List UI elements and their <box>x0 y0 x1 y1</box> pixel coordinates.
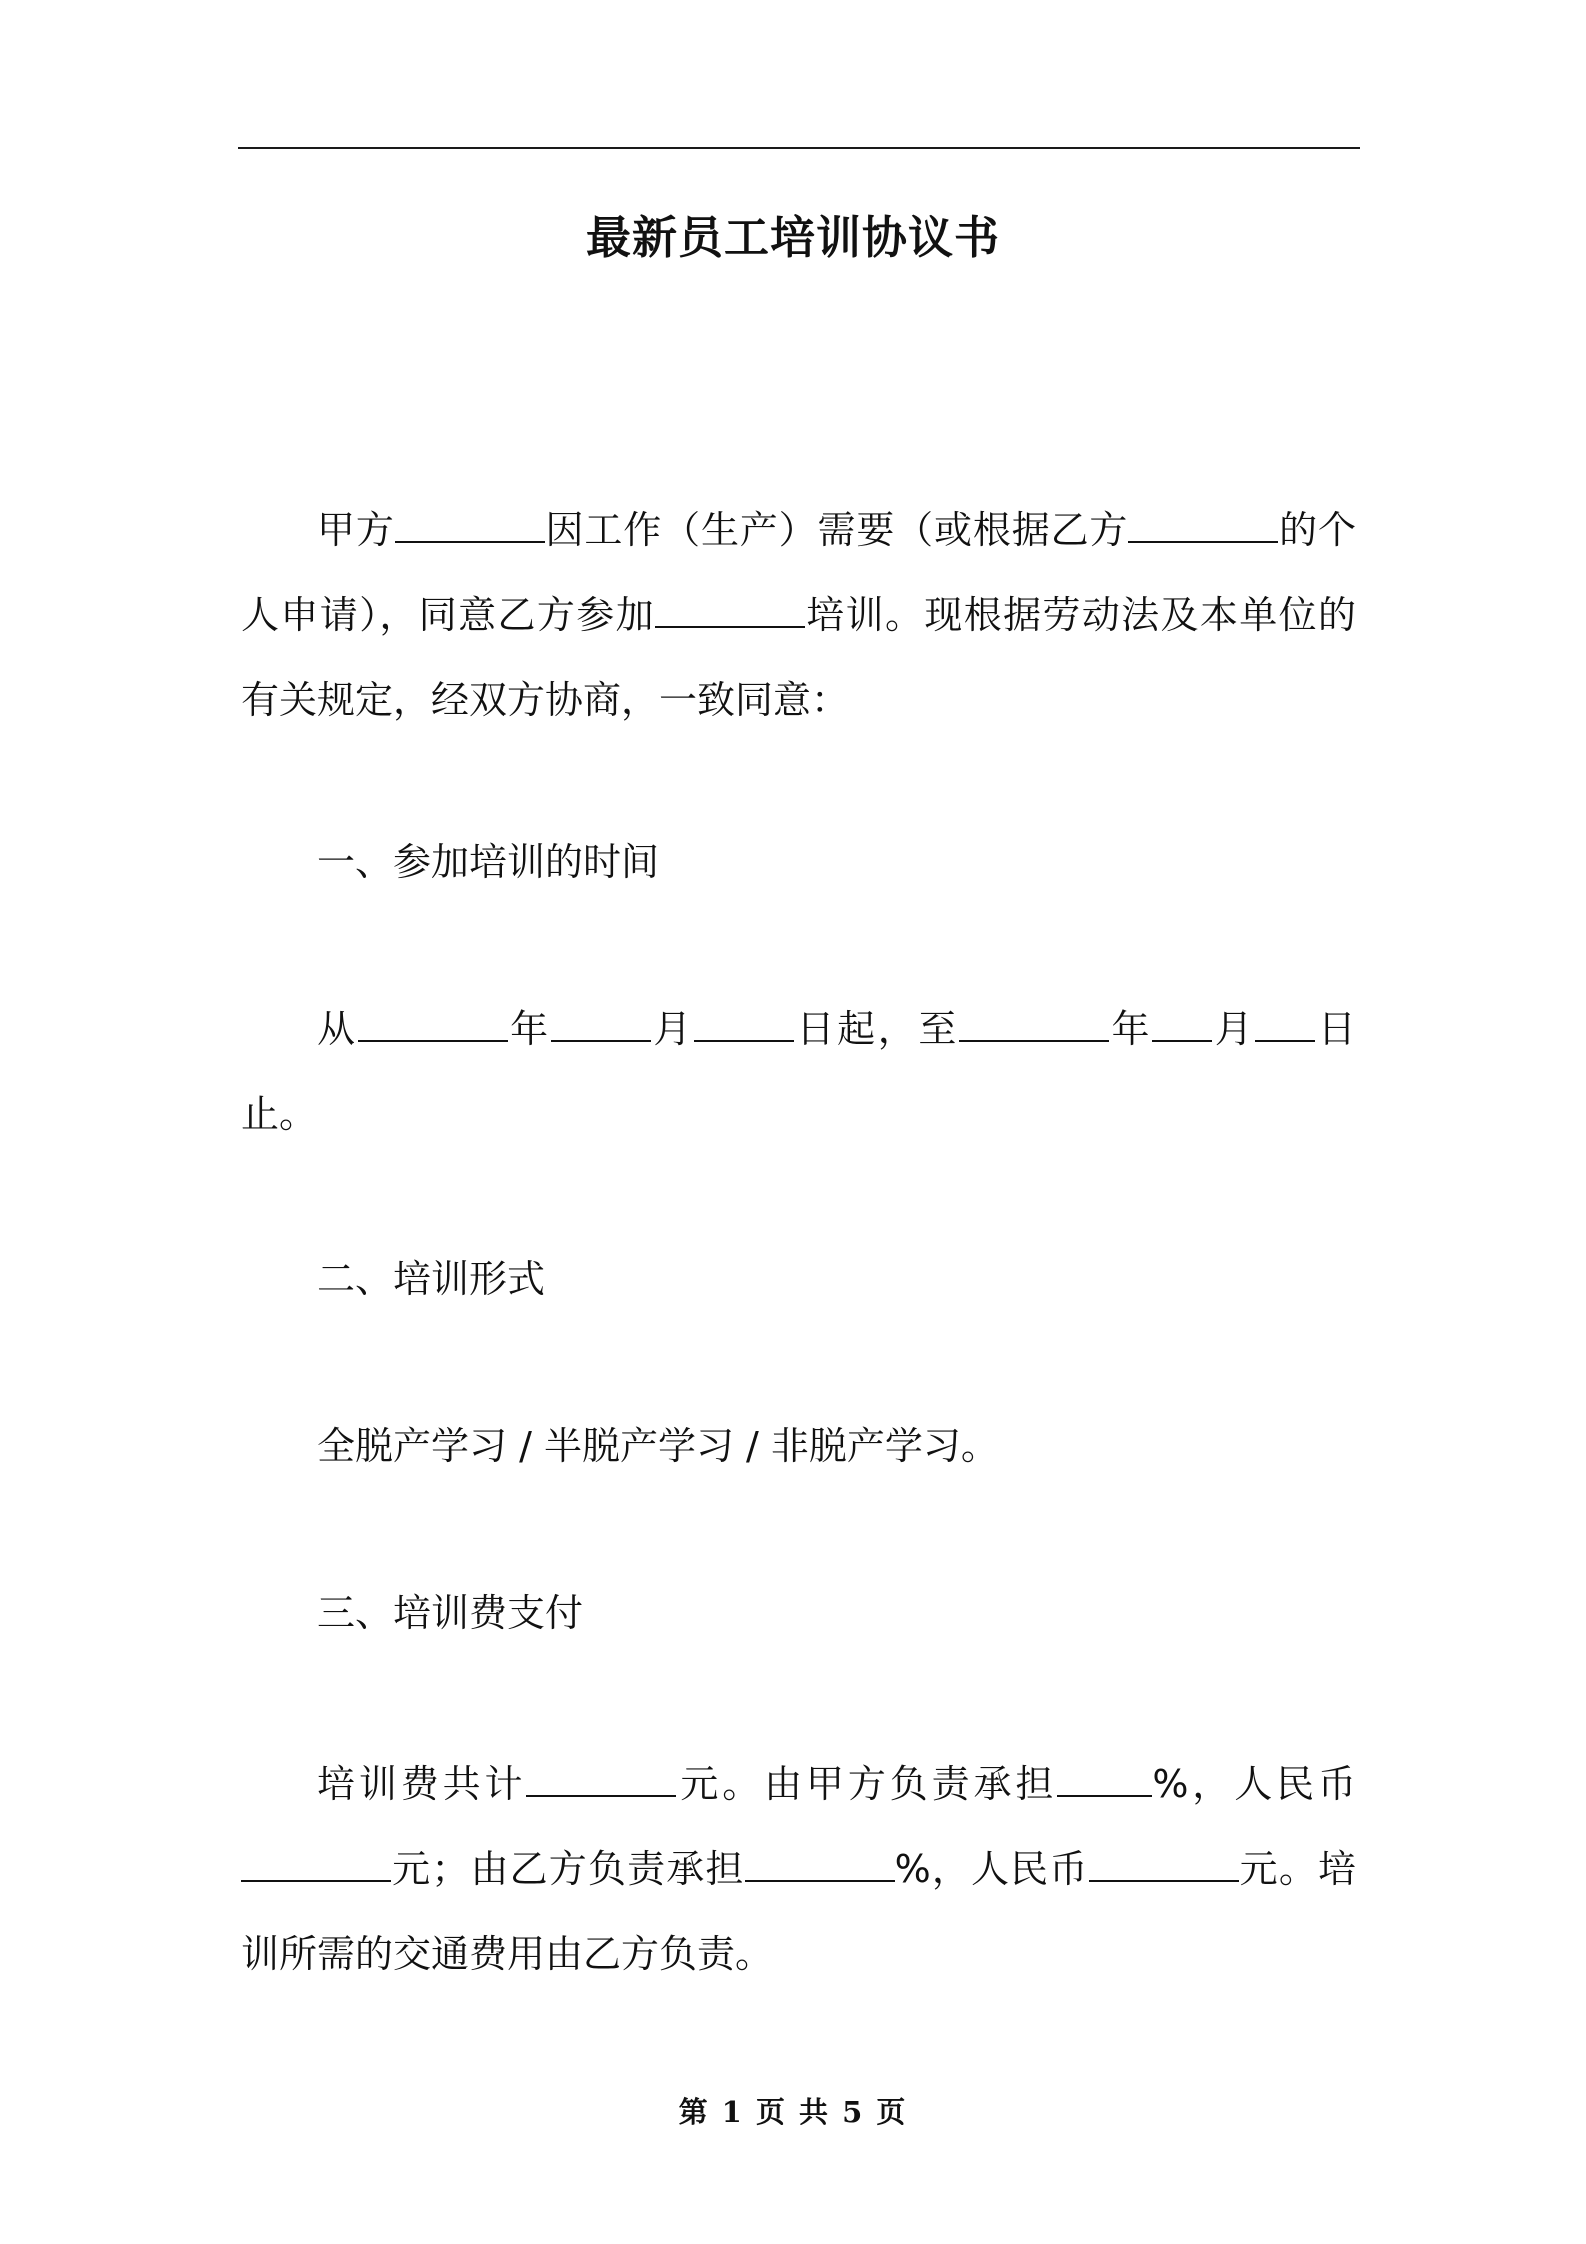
section1-heading: 一、参加培训的时间 <box>317 840 660 884</box>
intro-paragraph <box>241 488 1356 743</box>
section2-heading: 二、培训形式 <box>317 1257 546 1301</box>
section3-heading: 三、培训费支付 <box>317 1591 584 1635</box>
intro-text-4: 培训。现根据劳动法及本单位的有关规定，经双方协商，一致同意： <box>241 593 1356 722</box>
header-rule <box>238 147 1360 149</box>
party-a-amount-blank[interactable] <box>241 1846 391 1882</box>
section3-text-5: %，人民币 <box>894 1847 1089 1891</box>
section1-text-7: 日止。 <box>241 1007 1356 1136</box>
section1-text-3: 月 <box>650 1007 694 1051</box>
training-name-blank[interactable] <box>655 592 805 628</box>
section1-text-2: 年 <box>507 1007 551 1051</box>
section3-text-4: 元；由乙方负责承担 <box>391 1847 745 1891</box>
section1-text-5: 年 <box>1108 1007 1153 1051</box>
intro-text-2: 因工作（生产）需要（或根据乙方 <box>544 508 1129 552</box>
section1-text-4: 日起，至 <box>793 1007 959 1051</box>
end-day-blank[interactable] <box>1255 1006 1315 1042</box>
party-b-percent-blank[interactable] <box>745 1846 895 1882</box>
intro-text-3: 的个人申请），同意乙方参加 <box>241 508 1356 637</box>
start-year-blank[interactable] <box>358 1006 508 1042</box>
party-a-percent-blank[interactable] <box>1057 1761 1152 1797</box>
section2-body: 全脱产学习 / 半脱产学习 / 非脱产学习。 <box>317 1424 999 1468</box>
section1-text-6: 月 <box>1212 1007 1256 1051</box>
document-title: 最新员工培训协议书 <box>585 211 1000 264</box>
party-b-name-blank[interactable] <box>1128 507 1278 543</box>
section3-text-6: 元。培训所需的交通费用由乙方负责。 <box>241 1847 1356 1976</box>
end-month-blank[interactable] <box>1152 1006 1212 1042</box>
page-number-footer: 第 1 页 共 5 页 <box>678 2095 908 2129</box>
section3-text-1: 培训费共计 <box>317 1762 527 1806</box>
party-a-name-blank[interactable] <box>395 507 545 543</box>
section3-paragraph <box>241 1742 1356 1997</box>
section1-text-1: 从 <box>317 1007 358 1051</box>
end-year-blank[interactable] <box>959 1006 1109 1042</box>
start-day-blank[interactable] <box>694 1006 794 1042</box>
party-b-amount-blank[interactable] <box>1089 1846 1239 1882</box>
section1-paragraph <box>241 987 1356 1157</box>
intro-text-1: 甲方 <box>317 508 395 552</box>
section3-text-2: 元。由甲方负责承担 <box>676 1762 1058 1806</box>
start-month-blank[interactable] <box>551 1006 651 1042</box>
section3-text-3: %，人民币 <box>1152 1762 1356 1806</box>
training-fee-total-blank[interactable] <box>526 1761 676 1797</box>
